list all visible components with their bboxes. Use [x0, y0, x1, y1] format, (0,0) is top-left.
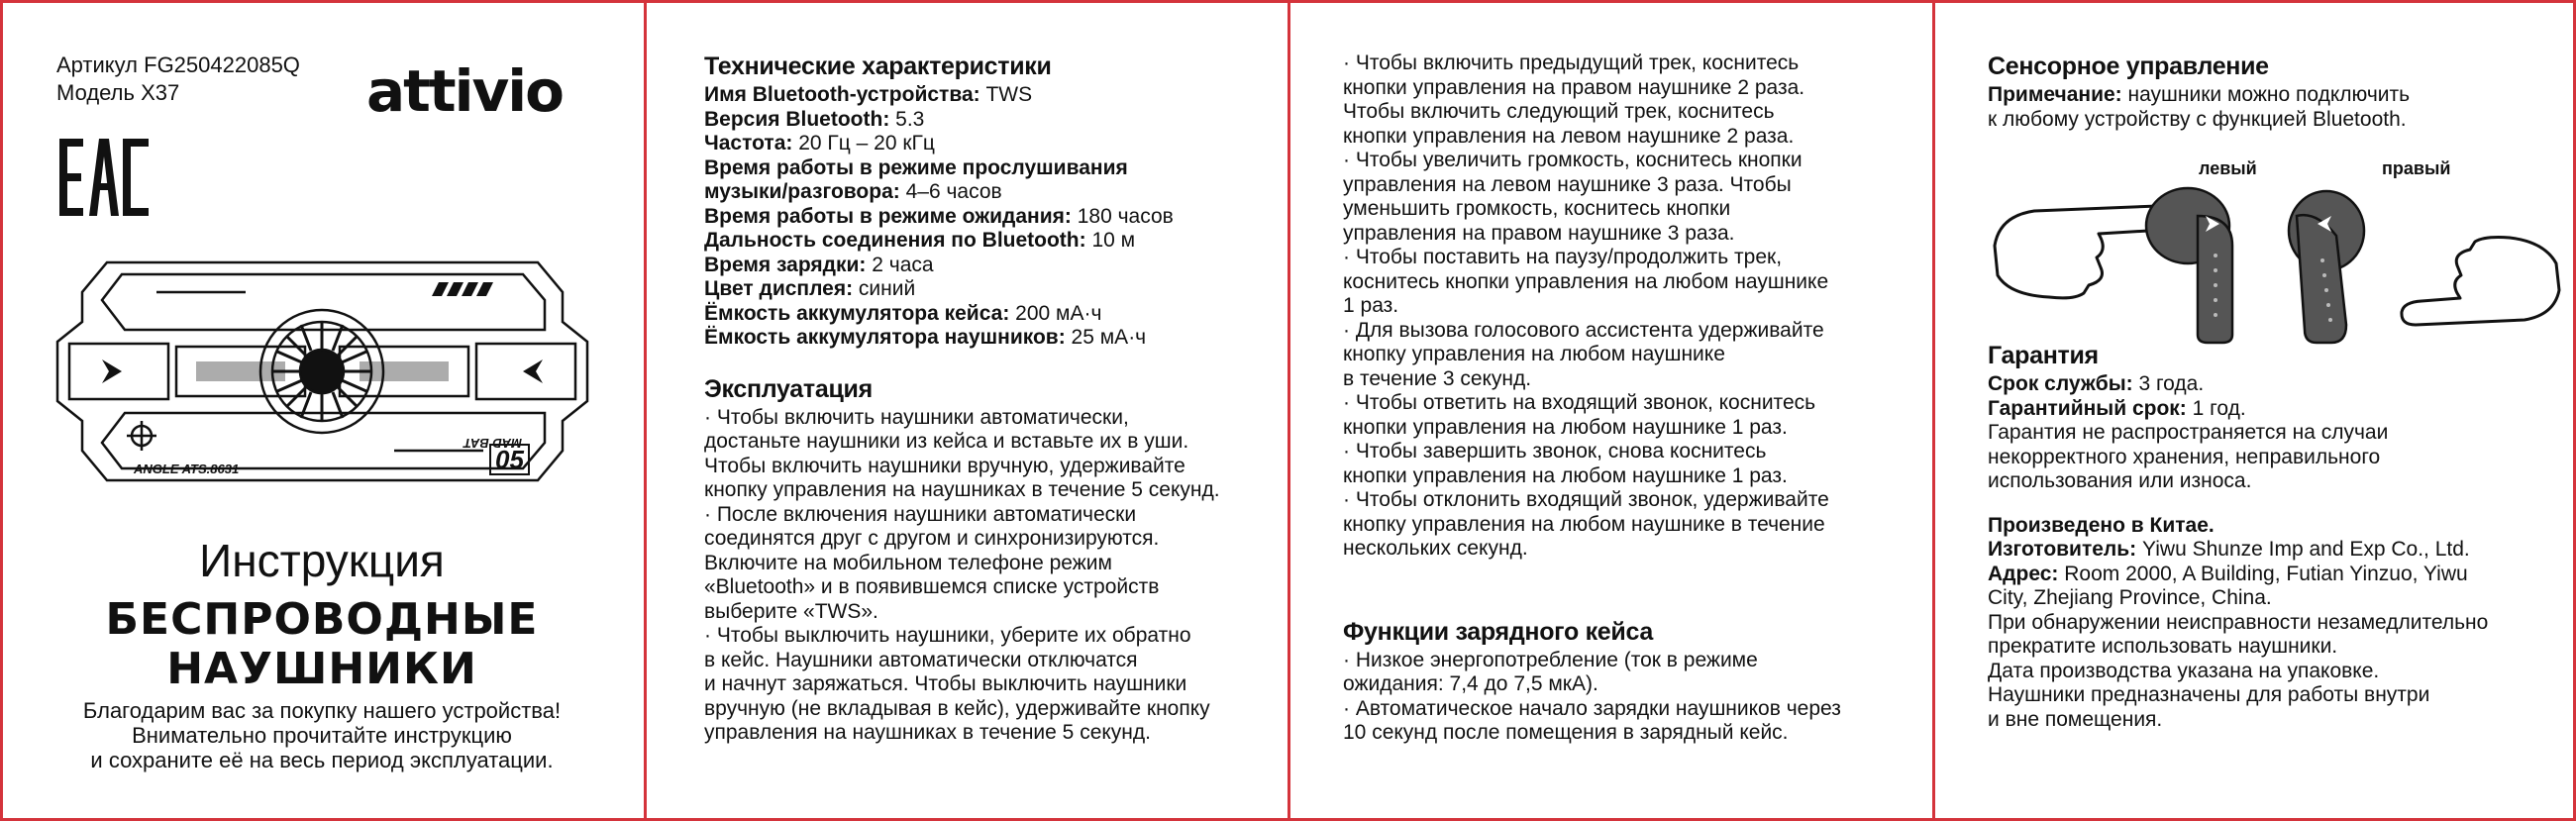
warranty-heading: Гарантия [1988, 342, 2099, 369]
left-earbud-label: левый [2199, 158, 2257, 178]
thanks-note [0, 698, 644, 772]
case-heading: Функции зарядного кейса [1343, 617, 1653, 646]
product-meta [56, 51, 300, 107]
specs-list [704, 83, 1269, 351]
controls-line: · Чтобы включить предыдущий трек, коснитесь [1343, 51, 1800, 74]
spec-label: Ёмкость аккумулятора кейса: [704, 301, 1010, 325]
note-label: Примечание: [1988, 83, 2122, 106]
usage-heading: Эксплуатация [704, 374, 873, 403]
cover-panel [0, 0, 644, 821]
spec-row [704, 180, 1269, 205]
controls-line: · Чтобы отклонить входящий звонок, удерживайте [1343, 488, 1829, 511]
spec-row [704, 83, 1269, 108]
spec-value: 200 мА·ч [1009, 301, 1102, 325]
spec-label: Время работы в режиме прослушивания [704, 155, 1128, 179]
warranty-column [1988, 341, 2552, 732]
thanks-line: Благодарим вас за покупку нашего устройства! [82, 698, 562, 723]
usage-line: соединятся друг с другом и синхронизируются. [704, 527, 1160, 550]
notice-line: прекратите использовать наушники. [1988, 635, 2338, 658]
usage-line: · Чтобы включить наушники автоматически, [704, 405, 1129, 429]
spec-value: 25 мА·ч [1065, 326, 1147, 349]
controls-line: кнопки управления на левом наушнике 2 раза. [1343, 124, 1795, 148]
touch-control-illustration-icon [1990, 176, 2564, 345]
controls-panel [1290, 0, 1932, 821]
spec-value: 10 м [1085, 229, 1136, 252]
spec-row [704, 132, 1269, 156]
controls-line: кнопки управления на правом наушнике 2 раза. [1343, 75, 1805, 99]
usage-line: Включите на мобильном телефоне режим [704, 551, 1112, 574]
touch-warranty-panel [1935, 0, 2576, 821]
spec-row [704, 277, 1269, 302]
usage-line: «Bluetooth» и в появившемся списке устройств [704, 575, 1160, 598]
manufacturer-label: Изготовитель: [1988, 538, 2137, 561]
spec-label: музыки/разговора: [704, 180, 900, 203]
service-life-value: 3 года. [2132, 372, 2205, 395]
controls-line: в течение 3 секунд. [1343, 366, 1532, 390]
specs-heading: Технические характеристики [704, 52, 1052, 80]
controls-text [1343, 51, 1917, 562]
spec-value: 5.3 [889, 107, 925, 131]
spec-label: Ёмкость аккумулятора наушников: [704, 326, 1066, 349]
warranty-text [1988, 421, 2552, 494]
subtitle-line-1: БЕСПРОВОДНЫЕ [105, 594, 539, 645]
instruction-title: Инструкция [199, 535, 445, 586]
controls-line: кнопку управления на любом наушнике в течение [1343, 512, 1825, 536]
warranty-period-value: 1 год. [2186, 396, 2246, 420]
case-text [1343, 649, 1917, 746]
controls-line: · Чтобы ответить на входящий звонок, коснитесь [1343, 391, 1816, 414]
service-life-label: Срок службы: [1988, 372, 2133, 395]
controls-line: коснитесь кнопки управления на любом наушнике [1343, 269, 1829, 293]
notice-line: Наушники предназначены для работы внутри [1988, 683, 2430, 706]
controls-line: кнопку управления на любом наушнике [1343, 343, 1725, 365]
usage-text [704, 406, 1269, 746]
controls-line: управления на левом наушнике 3 раза. Чтобы [1343, 172, 1792, 196]
spec-label: Дальность соединения по Bluetooth: [704, 229, 1086, 252]
spec-label: Имя Bluetooth-устройства: [704, 83, 980, 106]
spec-value: 20 Гц – 20 кГц [792, 132, 935, 154]
warranty-line: использования или износа. [1988, 469, 2252, 492]
spec-value: 4–6 часов [899, 180, 1002, 203]
brand-logo: attivio [366, 57, 564, 125]
model-number: Модель X37 [56, 80, 180, 105]
usage-line: и начнут заряжаться. Чтобы выключить наушники [704, 672, 1187, 695]
usage-line: достаньте наушники из кейса и вставьте их в уши. [704, 430, 1189, 453]
service-life [1988, 372, 2552, 397]
device-number: 05 [489, 444, 530, 475]
usage-line: · Чтобы выключить наушники, уберите их обратно [704, 624, 1191, 647]
eac-mark-icon [59, 139, 149, 216]
controls-line: Чтобы включить следующий трек, коснитесь [1343, 100, 1775, 123]
notice-line: и вне помещения. [1988, 707, 2163, 731]
spec-row [704, 302, 1269, 327]
spec-value: TWS [979, 83, 1033, 106]
case-line: ожидания: 7,4 до 7,5 мкА). [1343, 672, 1598, 695]
device-label-left: ANGLE ATS.8631 [134, 462, 240, 476]
warranty-line: Гарантия не распространяется на случаи [1988, 421, 2389, 444]
thanks-line: и сохраните её на весь период эксплуатации. [90, 748, 554, 772]
spec-label: Время зарядки: [704, 253, 867, 276]
spec-label: Версия Bluetooth: [704, 107, 890, 131]
right-earbud-label: правый [2382, 158, 2451, 178]
article-number: Артикул FG250422085Q [56, 52, 300, 77]
spec-row [704, 156, 1269, 181]
notice-line: При обнаружении неисправности незамедлительно [1988, 610, 2489, 634]
controls-column [1343, 51, 1917, 746]
controls-line: кнопки управления на любом наушнике 1 раз. [1343, 415, 1788, 439]
address-line-2: City, Zhejiang Province, China. [1988, 586, 2272, 609]
spec-value: синий [853, 277, 916, 300]
note-text: наушники можно подключить [2121, 83, 2411, 106]
manufacturer [1988, 538, 2552, 563]
specs-column [704, 51, 1269, 746]
controls-line: кнопки управления на любом наушнике 1 раз. [1343, 463, 1788, 487]
case-line: · Низкое энергопотребление (ток в режиме [1343, 648, 1758, 671]
device-label-right: MAD BAT [464, 436, 522, 451]
note-line [1988, 83, 2552, 108]
warranty-period-label: Гарантийный срок: [1988, 396, 2187, 420]
usage-line: в кейс. Наушники автоматически отключатся [704, 648, 1138, 671]
spec-row [704, 326, 1269, 351]
controls-line: 1 раз. [1343, 294, 1399, 317]
spec-label: Частота: [704, 132, 793, 154]
spec-row [704, 108, 1269, 133]
usage-line: управления на наушниках в течение 5 секунд. [704, 721, 1151, 744]
controls-line: уменьшить громкость, коснитесь кнопки [1343, 197, 1731, 220]
spec-row [704, 254, 1269, 278]
controls-line: · Чтобы поставить на паузу/продолжить трек, [1343, 246, 1783, 268]
controls-line: нескольких секунд. [1343, 537, 1528, 560]
controls-line: · Чтобы увеличить громкость, коснитесь кнопки [1343, 149, 1803, 171]
warranty-line: некорректного хранения, неправильного [1988, 445, 2381, 468]
spec-value: 180 часов [1071, 204, 1174, 228]
controls-line: управления на правом наушнике 3 раза. [1343, 221, 1735, 245]
thanks-line: Внимательно прочитайте инструкцию [132, 723, 512, 748]
spec-label: Время работы в режиме ожидания: [704, 204, 1072, 228]
specs-panel [647, 0, 1288, 821]
usage-line: вручную (не вкладывая в кейс), удерживайте кнопку [704, 696, 1210, 720]
warranty-period [1988, 397, 2552, 422]
made-in: Произведено в Китае. [1988, 513, 2215, 537]
address-label: Адрес: [1988, 562, 2059, 585]
controls-line: · Для вызова голосового ассистента удерживайте [1343, 318, 1824, 342]
note-line-2: к любому устройству с функцией Bluetooth. [1988, 107, 2407, 131]
case-line: · Автоматическое начало зарядки наушников через [1343, 696, 1841, 720]
spec-row [704, 229, 1269, 254]
usage-line: кнопку управления на наушниках в течение 5 секунд. [704, 478, 1220, 501]
notice-text [1988, 611, 2552, 733]
address [1988, 563, 2552, 587]
manufacturer-value: Yiwu Shunze Imp and Exp Co., Ltd. [2136, 538, 2470, 561]
touch-heading: Сенсорное управление [1988, 52, 2269, 80]
case-line: 10 секунд после помещения в зарядный кейс. [1343, 721, 1789, 744]
notice-line: Дата производства указана на упаковке. [1988, 659, 2380, 682]
spec-label: Цвет дисплея: [704, 277, 854, 300]
subtitle-line-2: НАУШНИКИ [166, 644, 477, 694]
touch-column [1988, 51, 2552, 132]
controls-line: · Чтобы завершить звонок, снова коснитесь [1343, 440, 1767, 462]
usage-line: · После включения наушники автоматически [704, 502, 1137, 526]
usage-line: выберите «TWS». [704, 599, 878, 623]
spec-value: 2 часа [866, 253, 934, 276]
spec-row [704, 205, 1269, 230]
usage-line: Чтобы включить наушники вручную, удерживайте [704, 454, 1185, 477]
address-value: Room 2000, A Building, Futian Yinzuo, Yiwu [2058, 562, 2468, 585]
